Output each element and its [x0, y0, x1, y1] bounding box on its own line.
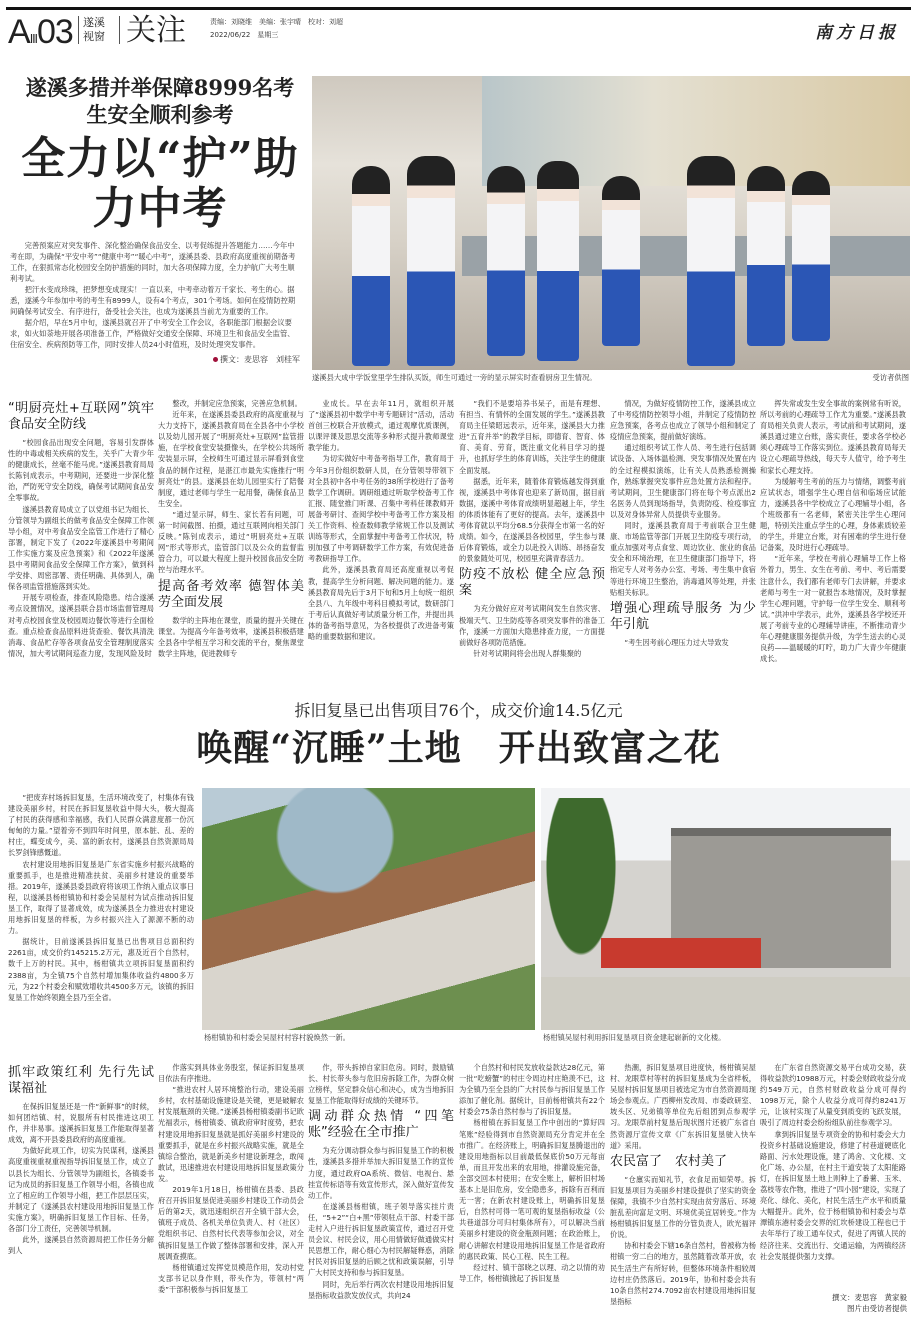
text-column — [459, 1062, 605, 1318]
paragraph: 为做好此项工作，切实为民谋利，遂溪县高度重视重视重视指导拆旧复垦工作，成立了以县长为组长、分管领导为副组长，各镇委书记为成员的拆旧复垦工作领导小组，各镇也成立了相应的工作领导小组，把工作层层压实，并制定了《遂溪县农村建设用地拆旧复垦工作实施方案》，明确拆旧复垦工作目标、任务，各部门分工责任，完善领导机制。 — [8, 1146, 154, 1234]
paragraph: “近年来，学校在考前心理辅导工作上格外着力，男生、女生在考前、考中、考后需要注意什么，我们都有老师专门去讲解，并要求老师与考生一对一就报告本地情况，及时掌握学生心理问题，守护每一位学生安全、顺利考试。”洪冲中学表示，此外，遂溪县各学校还开展了考前专业的心理辅导讲座，不断推动青少年心理健康服务提供升级，为学生送去的心灵良药——温暖暖的叮咛，助力广大青少年健康成长。 — [760, 554, 906, 664]
article1-intro — [10, 240, 300, 365]
intro-paragraph: 把汗水变成珍珠，把梦想变成现实！一直以来，中考牵动着万千家长、考生的心。据悉，遂溪今年参加中考的考生有8999人，设有4个考点，301个考场。如何在疫情防控期间确保考试安全、有序进行，备受社会关注，也成为遂溪县当前尤为重要的工作。 — [10, 285, 296, 316]
paragraph: 整改，并制定应急预案，完善应急机制。 — [172, 399, 302, 408]
text-column — [459, 398, 605, 686]
date: 2022/06/22 星期三 — [210, 31, 279, 39]
paragraph: 据统计，目前遂溪县拆旧复垦已出售项目总面积约2261亩，成交价约145215.2万元，惠及近百个自然村，数千上万的村民。其中，杨柑镇共立项拆旧复垦面积约2388亩，为全镇75个自然村增加集体收益约4800多万元，为22个村委会和赋效增收共4500多万元，该镇的拆旧复垦工作始终领跑全县乃至全省。 — [8, 937, 194, 1002]
text-column — [158, 1062, 304, 1318]
paragraph: “考生因考前心理压力过大导致发 — [624, 637, 729, 647]
paragraph: 近年来，在遂溪县委县政府的高度重视与大力支持下，遂溪县教育局在全县各中小学校以及幼儿园开展了“明厨亮灶+互联网”监管措施，在学校食堂安装摄像头，在学校公共场所安装显示屏，全校师生可通过显示屏看到食堂食品的制作过程，是湛江市最先实施推行“明厨亮灶”的县。遂溪县在幼儿园里实行了陪餐制度，通过老师与学生一起用餐，确保食品卫生安全。 — [158, 410, 304, 508]
page-letter: A — [8, 13, 30, 51]
section-heading: 农民富了 农村美了 — [610, 1153, 728, 1169]
paragraph: 拿到拆旧复垦专项资金的协和村委会大力投资乡村基础设施建设，修建了村巷道硬底化路面、污水处理设施，建了鸿舍、文化楼、文化广场、办公屋，在村主干道安装了太阳能路灯，在拆旧复垦土地上则种上了番薯、玉米、荔枝等农作物，推进了“四小园”建设，实现了亮化、绿化、美化，村民生活生产水平和质量大幅提升。此外，位于杨柑镇协和村委会与草潭镇东港村委会交界的红坎桥建设工程也已于去年举行了竣工通车仪式，促进了两镇人民的经济往来、交流出行、交通运输，为两镇经济社会发展提供强力支撑。 — [760, 1129, 906, 1261]
paragraph: 农村建设用地拆旧复垦是广东省实施乡村振兴战略的重要抓手，也是推进精准扶贫、美丽乡村建设的重要举措。2019年，遂溪县委县政府将该项工作纳入重点议事日程，以遂溪县杨柑镇协和村委会吴屋村为试点推动拆旧复垦工作，取得了显著成效，成为遂溪县全力推进农村建设用地拆旧复垦的样板，为乡村振兴注入了源源不断的动力。 — [8, 859, 194, 936]
paragraph: “推进农村人居环境整治行动，建设美丽乡村，农村基础设施建设是关键，更是破解农村发展瓶颈的关键。”遂溪县杨柑镇委副书记欧光福表示，杨柑镇委、镇政府审时度势，把农村建设用地拆旧复垦就是抓好美丽乡村建设的重要抓手，就是在乡村振兴战略实施，就是全镇综合整治，就是新美乡村建设新理念，敢闯敢试，迅速推进农村建设用地拆旧复垦政策分发。 — [158, 1085, 304, 1183]
paragraph: “校园食品出现安全问题，容易引发群体性的中毒或相关疾病的发生，关乎广大青少年的健康成长，丝毫不能马虎。”遂溪县教育局局长陈钊成表示，中考期间，还要进一步深化整治，严防死守安全防线，确保考试期间食品安全零事故。 — [8, 438, 154, 503]
intro-paragraph: 据介绍，早在5月中旬，遂溪县就召开了中考安全工作会议，各职能部门根据会议要求，如火如荼地开展各项准备工作，严格做好交通安全保障、环境卫生和食品安全监管、住宿安全、疾病预防等工作，同时安排人员24小时值班，及时处理突发事件。 — [10, 318, 295, 349]
byline-text: 撰文：麦思容 黄家毅 — [832, 1293, 907, 1302]
paragraph: 针对考试期间将会出现人群集聚的 — [473, 648, 582, 658]
article1-subtitle: 遂溪多措并举保障8999名考生安全顺利参考 — [25, 75, 295, 127]
editors: 责编：刘晓维 美编：张宇晴 校对：刘超 — [210, 18, 343, 26]
paragraph: 为切实做好中考备考指导工作，教育局于今年3月份组织数研人员，在分管领导带领下对全县初中各中考任务的38所学校进行了备考数学工作调研。调研组通过听取学校备考工作汇报、随堂推门听课、召集中考科任课教师开展备考研讨、查阅学校中考备考工作方案及相关工作资料、检查数师教学常规工作以及测试训练等形式，全面掌握中考备考工作状况，特别加强了中考调研数学工作方案，有效促进备考教研指导工作。 — [308, 454, 454, 564]
paragraph: 通过组织考试工作人员、考生进行包括调试设备、入场体温检测、突发事情况处置在内的全过程模拟演练，让有关人员熟悉检测操作，熟练掌握突发事件应急处置方法和程序。考试期间，卫生健康部门将在每个考点派出2名医务人员到现场指导，负责防疫、检疫事宜以及对身体异常人员提供专业服务。 — [610, 443, 756, 519]
article2-lead-column — [8, 792, 194, 1042]
photo1-caption: 遂溪县大成中学饭堂里学生排队买饭，师生可通过一旁的显示屏实时查看厨房卫生情况。 — [312, 373, 597, 382]
paragraph: 挥失常或发生安全事故的案例常有听说，所以考前的心理疏导工作尤为重要。”遂溪县教育局相关负责人表示，考试前和考试期间，遂溪县通过建立台账，落实责任，要求各学校必须心理疏导工作落实到位。遂溪县教育局每天设立心理疏导热线，每天专人值守，给予考生和家长心理支持。 — [760, 399, 906, 475]
text-column — [610, 1062, 756, 1318]
page-sub: Ⅲ — [29, 32, 37, 46]
paragraph: 数学的主阵地在课堂，质量的提升关键在课堂。为提高今年备考效率，遂溪县积极搭建全县各中学相互学习和交流的平台，聚焦课堂数学主阵地，促进教师专 — [158, 615, 304, 658]
article1-byline — [10, 354, 300, 365]
paragraph: 杨柑镇在拆旧复垦工作中创出的“算好四笔账”经验得到市自然资源局充分肯定并在全市推广。在经济账上，明确拆旧复垦腾退出的建设用地指标以目前最低保底价50万元每亩单，而且开发出来的农用地，排灌设施完备，全部交回本村使用；在安全账上，解析旧村场基本上是旧危房，安全隐患多，拆除有百利而无一害；在新农村建设账上，明确拆旧复垦后，自然村可得一笔可观的复垦指标收益（公共巷道部分可归村集体所有），可以解决当前美丽乡村建设的资金瓶颈问题；在政治账上，耐心讲解农村建设用地拆旧复垦工作是省政府的惠民政策、民心工程、民生工程。 — [459, 1118, 605, 1261]
paragraph: “仓廪实而知礼节，衣食足而知荣辱。拆旧复垦项目为美丽乡村建设提供了坚实的资金保障，我镇不少自然村实现由贫穷落后、环境脏乱差向富足文明、环境优美宜居转变。”作为杨柑镇拆旧复垦工作的分管负责人，欧光福评价说。 — [610, 1174, 756, 1240]
section-heading: “明厨亮灶+互联网”筑牢食品安全防线 — [8, 401, 154, 432]
page-num: 03 — [36, 13, 73, 51]
paragraph: 热潮，拆旧复垦项目进度快，杨柑镇吴屋村、龙眼草村等村的拆旧复垦成为全省样板，吴屋村拆旧复垦项目被选定为市自然资源局现场会参观点。广西柳州发改局、市委政研室、坡头区、兄弟镇等单位先后组团到点参观学习。龙眼草前村复垦后现状图片还被广东省自然资源厅宣传文章《广东拆旧复垦驶入快车道》采用。 — [610, 1063, 756, 1150]
paragraph: 作，带头拆掉自家旧危房。同时，鼓励镇长、村长带头参与危旧房拆除工作，为群众树立榜样，坚定群众信心和决心，成为当地拆旧复垦工作能取得好成绩的关键环节。 — [308, 1063, 454, 1106]
cultural-building-photo — [541, 788, 910, 1030]
photo1-credit: 受访者供图 — [872, 373, 909, 382]
paragraph: 情况，为做好疫情防控工作，遂溪县成立了中考疫情防控领导小组，并制定了疫情防控应急预案，各考点也成立了领导小组和制定了疫情应急预案，提前做好演练。 — [610, 399, 756, 442]
paragraph: 业成长。早在去年11月，就组织开展了“遂溪县初中数学中考专题研讨”活动，活动首创三校联合开放模式，通过观摩优质课例，以课评课及思思交流等多种形式提升教师课堂教学能力。 — [308, 399, 454, 453]
paragraph: “把废弃村场拆旧复垦，生活环境改变了，村集体有钱建设美丽乡村，村民在拆旧复垦收益中得大头，极大提高了村民的获得感和幸福感，我们人民群众满意度都一份沉甸甸的力量。”望着旁不到四年时间里，原本脏、乱、差的村庄，蝶变成今，美、富的新农村，遂溪县自然资源局局长罗剑锋感慨道。 — [8, 793, 194, 858]
paragraph: 据悉，近年来，随着体育锻炼越发得到重视，遂溪县中考体育也迎来了新局面，据目前数据，遂溪中考体育成绩明显超越上年，学生的体质体能有了更好的提高。去年，遂溪县中考体育就以平均分68.5分获得全市第一名的好成绩。如今，在遂溪县各校园里，学生参与课后体育锻炼，或全力以赴投入训练、昂扬奋发的景象随处可见，校园里充满青春活力。 — [459, 476, 605, 564]
paragraph: 同时，遂溪县教育局于考前联合卫生健康、市场监管等部门开展卫生防疫专项行动，重点加强对考点食堂、周边饮业、旅业的食品安全和环境治理，在卫生健康部门指导下，将指定专人对考务办公室、考场、考生集中食宿等进行环境卫生整治，消毒通风等处理，并张贴相关标识。 — [610, 521, 756, 597]
photo2-caption: 杨柑镇协和村委会吴屋村村容村貌焕然一新。 — [204, 1033, 350, 1042]
text-column — [610, 398, 756, 686]
paragraph: 此外，遂溪县教育局还高度重视以考促教，提高学生分析问题、解决问题的能力。遂溪县教育局先后于3月下旬和5月上旬统一组织全县八、九年级中考科目模拟考试，数研部门于考后认真做好考试质量分析工作，并提出具体的备考指导意见，为各校提供了改进备考策略的重要数据和建议。 — [308, 565, 454, 641]
byline-text: 撰文：麦思容 刘桂军 — [220, 355, 300, 364]
paragraph: 开展专项检查，排查风险隐患。结合遂溪考点设置情况，遂溪县联合县市场监督管理局对考点校园食堂及校园周边餐饮等进行全面检查。重点检查食品原料进货查验、餐饮具清洗消毒、食品贮存等各项食品安全管理制度落实情况，加大考试期间巡查力度，发现风险及时 — [8, 593, 154, 658]
paragraph: “我们不是要培养书呆子，而是有理想、有担当、有情怀的全面发展的学生。”遂溪县教育局主任梁昭远表示，近年来，遂溪县大力推进“五育并举”的教学目标，即德育、智育、体育、美育、劳育，既注重文化科目学习的提升，也抓好学生的体育训练，关注学生的健康全面发展。 — [459, 399, 605, 475]
paragraph: 为充分调动群众参与拆旧复垦工作的积极性，遂溪县多措并举加大拆旧复垦工作的宣传力度，通过政府OA系统、微信、电视台、悬挂宣传标语等有效宣传形式，深入做好宣传发动工作。 — [308, 1146, 454, 1200]
page-number — [8, 14, 73, 57]
paragraph: 同时，先后举行两次农村建设用地拆旧复垦指标收益款发放仪式，共向24 — [308, 1279, 454, 1300]
paragraph: 在保拆旧复垦还是一件“新鲜事”的时候，如何团结镇、村，说服所有村民推进这项工作，并非易事。遂溪拆旧复垦工作能取得显著成效，离不开县委县政府的高度重视。 — [8, 1102, 154, 1145]
cafeteria-photo — [312, 76, 910, 370]
section-heading: 增强心理疏导服务 为少年引航 — [610, 600, 756, 632]
text-column — [308, 398, 454, 686]
photo3-caption: 杨柑镇吴屋村利用拆旧复垦项目资金建起崭新的文化楼。 — [543, 1033, 726, 1042]
section-heading: 抓牢政策红利 先行先试谋福祉 — [8, 1065, 154, 1096]
article1-headline: 全力以“护”助力中考 — [21, 133, 299, 234]
paragraph: 作落实到具体业务股室，保证拆旧复垦项目依法有序推进。 — [158, 1063, 304, 1084]
text-column — [8, 398, 154, 686]
section-name: 关注 — [126, 13, 186, 48]
text-column — [308, 1062, 454, 1318]
paragraph: 协和村委会下辖16条自然村，曾被称为杨柑镇一穷二白的地方，虽然随着改革开放，农民生活生产有所好转，但整体环境条件相较周边村庄仍然落后。2019年，协和村委会共有10条自然村274.7092亩农村建设用地拆旧复垦指标 — [610, 1241, 756, 1306]
paragraph: 在遂溪县杨柑镇，班子领导落实挂片责任，“5+2”“白+黑”带领驻点干部、村委干部走村入户进行拆旧复垦政策宣传，通过召开党员会议、村民会议，用心用情做好做通做实村民思想工作，耐心细心为村民解疑释惑，消除村民对拆旧复垦的后顾之忧和政策误解，引导广大村民支持和参与拆旧复垦。 — [308, 1201, 454, 1278]
article2-subtitle: 拆旧复垦已出售项目76个，成交价逾14.5亿元 — [294, 701, 623, 720]
text-column — [8, 1062, 154, 1318]
text-column — [760, 398, 906, 686]
newspaper-logo: 南方日报 — [815, 23, 899, 43]
byline-dot-icon — [213, 357, 218, 362]
intro-paragraph: 完善预案应对突发事件、深化整治确保食品安全、以考促练提升答题能力……今年中考在即，为确保“平安中考”“健康中考”“暖心中考”，遂溪县委、县政府高度重视前期备考工作，在狠抓常态化校园安全防护措施的同时，加大各项保障力度，全力护航广大考生顺利考试。 — [10, 241, 296, 283]
header-rule — [6, 7, 911, 10]
section-small: 遂溪视窗 — [78, 16, 120, 44]
section-heading: 防疫不放松 健全应急预案 — [459, 567, 605, 599]
article2-headline: 唤醒“沉睡”土地 开出致富之花 — [196, 727, 721, 769]
paragraph: 在广东省自然资源交易平台成功交易，获得收益款约10988万元，村委会财政收益分成约549万元，自然村财政收益分成可得约1098万元，除个人收益分成可得约8241万元，让该村实现了从量变到质变的飞跃发展，吸引了周边村委会纷纷组队前往参观学习。 — [760, 1063, 906, 1128]
photo-credit: 图片由受访者提供 — [847, 1304, 907, 1313]
paragraph: 此外，遂溪县自然资源局把工作任务分解到人 — [8, 1235, 154, 1256]
paragraph: “通过显示屏，师生、家长若有问题，可第一时间截图、拍摄，通过互联网向相关部门反映。”陈钊成表示，通过“明厨亮灶+互联网”形式等形式，监管部门以及公众的监督监管合力，可以最大程度上提升校园食品安全防控与治理水平。 — [158, 509, 304, 575]
text-column — [158, 398, 304, 686]
paragraph: 个自然村和村民发放收益款达28亿元，第一批“吃螃蟹”的村庄令周边村庄艳羡不已，这为全镇乃至全县的广大村民参与拆旧复垦工作添加了催化剂。据统计，目前杨柑镇共有22个村委会75条自然村参与了拆旧复垦。 — [459, 1063, 605, 1117]
text-column — [760, 1062, 906, 1284]
article2-byline — [832, 1292, 907, 1314]
village-aerial-photo — [202, 788, 535, 1030]
paragraph: 杨柑镇通过发挥党员模范作用，发动村党支部书记以身作则，带头作为，带领村“两委”干部积极参与拆旧复垦工 — [158, 1262, 304, 1294]
paragraph: 经过村、镇干部晓之以理、动之以情的劝导工作，杨柑镇掀起了拆旧复垦 — [459, 1262, 605, 1283]
section-heading: 调动群众热情 “四笔账”经验在全市推广 — [308, 1109, 454, 1141]
paragraph: 2019年1月18日，杨柑镇在县委、县政府召开拆旧复垦促进美丽乡村建设工作动员会后的第2天，就迅速组织召开全镇干部大会，镇班子成员、各机关单位负责人、村（社区）党组织书记、自然村长代表等参加会议，对全镇拆旧复垦工作做了整体部署和安排，深入开展调查摸底。 — [158, 1185, 304, 1261]
paragraph: 遂溪县教育局成立了以党组书记为组长、分管领导为副组长的做考食品安全保障工作领导小组，对中考食品安全监管工作进行了精心部署，制定下发了《2022年遂溪县中考期间工作实施方案及应急预案》和《2022年遂溪县中考期间食品安全保障工作方案》，做到科学安排、周密部署、责任明确、具体到人，确保各项监管措施落到实处。 — [8, 504, 154, 592]
section-heading: 提高备考效率 德智体美劳全面发展 — [158, 578, 304, 610]
paragraph: 为缓解考生考前的压力与情绪，调整考前应试状态，增强学生心理自信和临场应试能力，遂溪县各中学校成立了心理辅导小组，各个班级都有一名老师，紧密关注学生心理问题，特别关注重点学生的心理，身体素质较差的学生，并建立台账，对有困难的学生进行登记备案，及时进行心理疏导。 — [760, 476, 906, 553]
paragraph: 为充分做好应对考试期间发生自然灾害、极端天气、卫生防疫等各项突发事件的准备工作，遂溪一方面加大隐患排查力度，一方面提前做好各项防范措施。 — [459, 604, 605, 647]
page-meta — [210, 16, 343, 42]
